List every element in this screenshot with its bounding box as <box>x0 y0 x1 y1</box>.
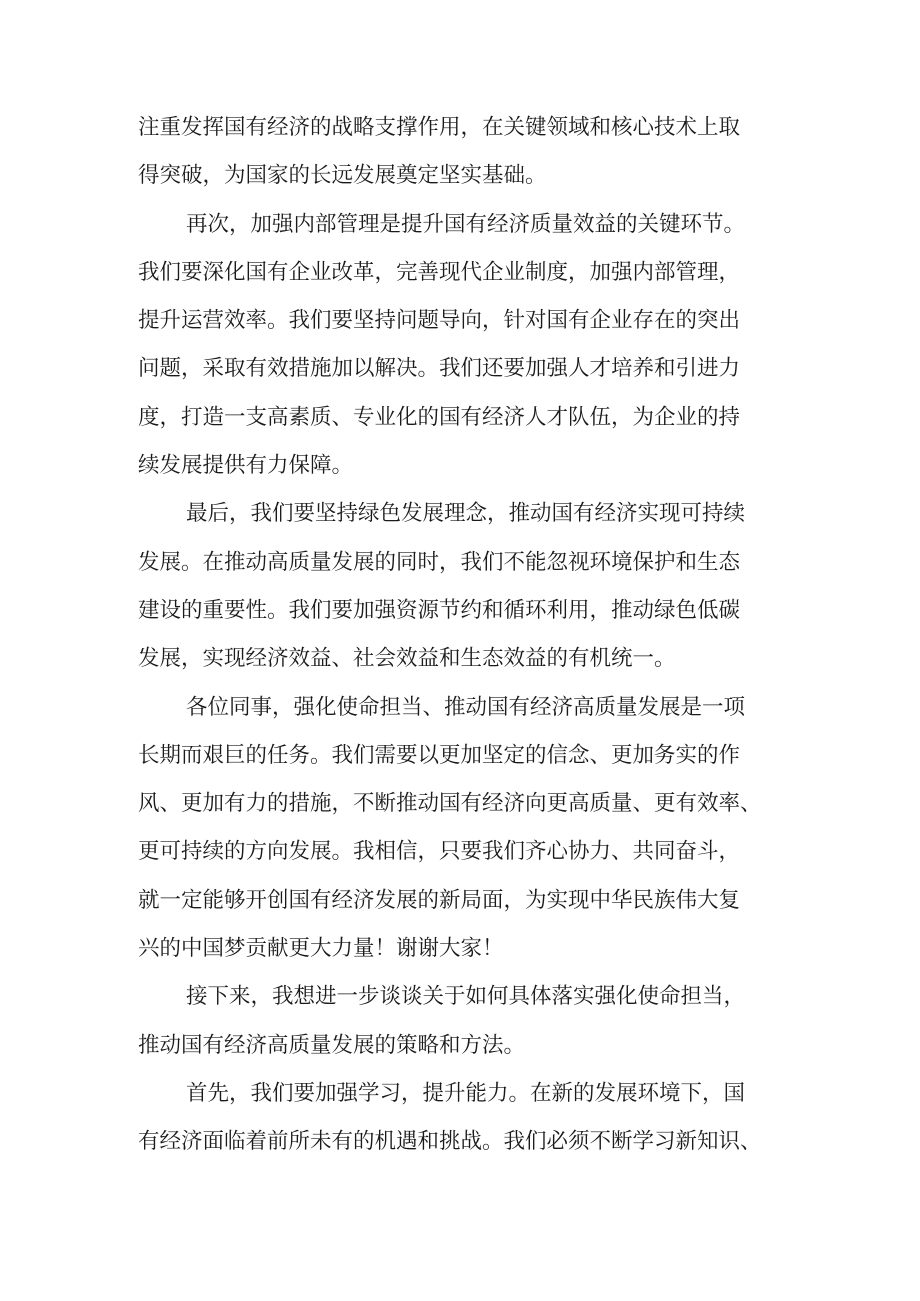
text-line: 接下来，我想进一步谈谈关于如何具体落实强化使命担当， <box>186 984 746 1010</box>
text-line: 有经济面临着前所未有的机遇和挑战。我们必须不断学习新知识、 <box>138 1129 762 1155</box>
text-line: 最后，我们要坚持绿色发展理念，推动国有经济实现可持续 <box>186 501 746 527</box>
text-line: 问题，采取有效措施加以解决。我们还要加强人才培养和引进力 <box>138 356 741 382</box>
text-line: 发展。在推动高质量发展的同时，我们不能忽视环境保护和生态 <box>138 549 741 575</box>
text-line: 首先，我们要加强学习，提升能力。在新的发展环境下，国 <box>186 1080 746 1106</box>
text-line: 各位同事，强化使命担当、推动国有经济高质量发展是一项 <box>186 694 746 720</box>
text-line: 发展，实现经济效益、社会效益和生态效益的有机统一。 <box>138 646 676 672</box>
text-line: 再次，加强内部管理是提升国有经济质量效益的关键环节。 <box>186 211 746 237</box>
text-line: 推动国有经济高质量发展的策略和方法。 <box>138 1032 526 1058</box>
text-line: 提升运营效率。我们要坚持问题导向，针对国有企业存在的突出 <box>138 308 741 334</box>
text-line: 注重发挥国有经济的战略支撑作用，在关键领域和核心技术上取 <box>138 115 741 140</box>
text-line: 我们要深化国有企业改革，完善现代企业制度，加强内部管理， <box>138 259 741 285</box>
document-body <box>138 104 798 1167</box>
text-line: 就一定能够开创国有经济发展的新局面，为实现中华民族伟大复 <box>138 887 741 913</box>
text-line: 度，打造一支高素质、专业化的国有经济人才队伍，为企业的持 <box>138 404 741 430</box>
text-line: 风、更加有力的措施，不断推动国有经济向更高质量、更有效率、 <box>138 791 762 817</box>
text-line: 更可持续的方向发展。我相信，只要我们齐心协力、共同奋斗， <box>138 839 741 865</box>
text-line: 长期而艰巨的任务。我们需要以更加坚定的信念、更加务实的作 <box>138 742 741 768</box>
text-line: 续发展提供有力保障。 <box>138 453 354 479</box>
text-line: 兴的中国梦贡献更大力量！谢谢大家！ <box>138 936 504 962</box>
text-line: 得突破，为国家的长远发展奠定坚实基础。 <box>138 163 547 189</box>
text-line: 建设的重要性。我们要加强资源节约和循环利用，推动绿色低碳 <box>138 597 741 623</box>
